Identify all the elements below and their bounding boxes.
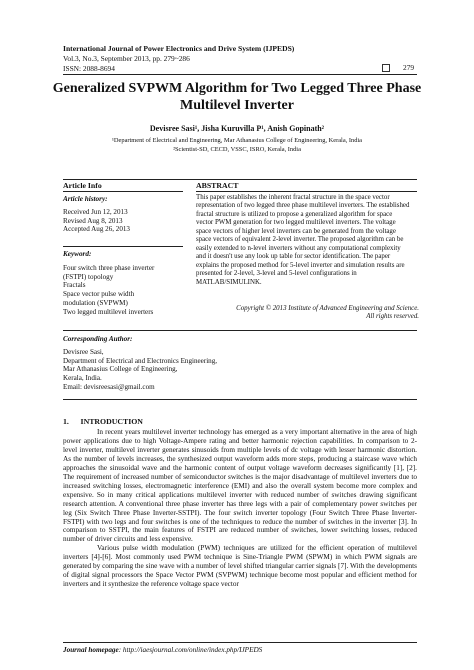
corresponding-line: Mar Athanasius College of Engineering, [63, 365, 178, 374]
copyright-line: Copyright © 2013 Institute of Advanced Engineering and Science. [236, 305, 419, 312]
abstract-line: presented for 2-level, 3-level and 5-level configurations in [196, 270, 357, 278]
history-heading: Article history: [63, 195, 108, 203]
paragraph: In recent years multilevel inverter technology has emerged as a very important alternative in the area of high power applications due to high Voltage-Ampere rating and better harmonic rejection capabilities. In comparison to 2-level inverter, multilevel inverter generates sinusoids from multiple levels of dc voltage with lesser harmonic distortion. As the number of levels increases, the synthesized output waveform adds more steps, producing a staircase wave which approaches the sinusoidal wave and the harmonic content of output voltage waveform decreases significantly [1], [2]. The requirement of increased number of semiconductor switches is the major disadvantage of multilevel inverters due to increased switching losses, electromagnetic interference (EMI) and also the overall system become more complex and expensive. So in many critical applications multilevel inverter with reduced number of switches drawing significant research attention. A conventional three phase inverter has three legs with a pair of complementary power switches per leg (Six Switch Three Phase Inverter-SSTPI). The four switch inverter topology (Four Switch Three Phase Inverter-FSTPI) with two legs and four switches is one of the techniques to reduce the number of switches in the inverter [3]. In comparison to SSTPI, the main features of FSTPI are reduced number of switches, lower switching losses, reduced number of driver circuits and less expensive. [63, 428, 417, 544]
square-icon [382, 64, 390, 72]
keyword: modulation (SVPWM) [63, 298, 128, 307]
keyword-list [63, 264, 154, 316]
journal-homepage-link[interactable]: : http://iaesjournal.com/online/index.php/IJPEDS [118, 646, 263, 654]
keyword-heading: Keyword: [63, 250, 92, 258]
abstract-line: MATLAB/SIMULINK. [196, 278, 262, 286]
footer [63, 646, 262, 654]
corresponding-details [63, 348, 217, 392]
issn: ISSN: 2088-8694 [63, 64, 115, 73]
corresponding-line: Email: devisreesasi@gmail.com [63, 382, 155, 391]
abstract-text [196, 194, 419, 287]
authors: Devisree Sasi¹, Jisha Kuruvilla P¹, Anish Gopinath² [149, 124, 325, 133]
abstract-line: vector PWM generation for two legged multilevel inverters. The voltage [196, 219, 396, 227]
history-item: Revised Aug 8, 2013 [63, 216, 123, 225]
abstract-line: easily extended to n-level inverters without any computational complexity [196, 244, 401, 252]
intro-heading: 1. INTRODUCTION [63, 417, 143, 426]
abstract-line: representation of two legged three phase multilevel inverters. The established [196, 202, 410, 210]
section-rule [63, 399, 417, 400]
keyword: Fractals [63, 281, 86, 290]
copyright [196, 305, 419, 322]
paper-title [40, 80, 434, 114]
journal-name: International Journal of Power Electronics and Drive System (IJPEDS) [63, 44, 295, 53]
history-item: Received Jun 12, 2013 [63, 208, 128, 216]
section-rule [63, 179, 417, 180]
corresponding-line: Devisree Sasi, [63, 348, 104, 356]
keyword: (FSTPI) topology [63, 272, 114, 281]
corresponding-line: Kerala, India. [63, 374, 102, 383]
page-number: 279 [403, 63, 415, 72]
abstract-line: fractal structure is utilized to propose a generalized algorithm for space [196, 210, 393, 218]
title-line: Generalized SVPWM Algorithm for Two Legged Three Phase [52, 81, 422, 96]
corresponding-line: Department of Electrical and Electronics Engineering, [63, 356, 218, 365]
section-rule [63, 191, 183, 192]
keyword: Space vector pulse width [63, 290, 135, 299]
history-list [63, 208, 130, 234]
volume-info: Vol.3, No.3, September 2013, pp. 279~286 [63, 54, 190, 63]
footer-label: Journal homepage [63, 646, 119, 654]
keyword: Two legged multilevel inverters [63, 307, 154, 316]
affiliation: ¹Department of Electrical and Engineering, Mar Athanasius College of Engineering, Kerala, India [112, 137, 362, 144]
footer-rule [63, 642, 417, 643]
article-info-heading: Article Info [63, 181, 102, 190]
header-rule [63, 74, 417, 75]
section-rule [63, 330, 417, 331]
abstract-line: space vectors of higher level inverters can be generated from the voltage [196, 227, 396, 235]
section-rule [196, 191, 417, 192]
copyright-line: All rights reserved. [366, 313, 419, 321]
title-line: Multilevel Inverter [180, 98, 294, 113]
abstract-line: space vectors of equivalent 2-level inverter. The proposed algorithm can be [196, 236, 404, 244]
abstract-line: and it doesn't use any look up table for sector identification. The paper [196, 253, 391, 261]
abstract-heading: ABSTRACT [196, 181, 239, 190]
paragraph: Various pulse width modulation (PWM) techniques are utilized for the efficient operation of multilevel inverters [4]-[6]. Most commonly used PWM technique is Sine-Triangle PWM (SPWM) in which PWM signals are generated by comparing the sine wave with a number of level shifted triangular carrier signals [7]. With the developments of digital signal processors the Space Vector PWM (SVPWM) technique become most popular and efficient method for inverters and it synthesize the reference voltage space vector [63, 544, 417, 589]
abstract-line: explains the proposed method for 5-level inverter and simulation results are [196, 261, 405, 269]
history-item: Accepted Aug 26, 2013 [63, 225, 130, 234]
intro-body [63, 428, 417, 589]
section-rule [63, 246, 183, 247]
keyword: Four switch three phase inverter [63, 264, 155, 272]
affiliation: ²Scientist-SD, CECD, VSSC, ISRO, Kerala, India [173, 146, 301, 153]
abstract-line: This paper establishes the inherent fractal structure in the space vector [196, 194, 390, 201]
corresponding-heading: Corresponding Author: [63, 335, 133, 343]
